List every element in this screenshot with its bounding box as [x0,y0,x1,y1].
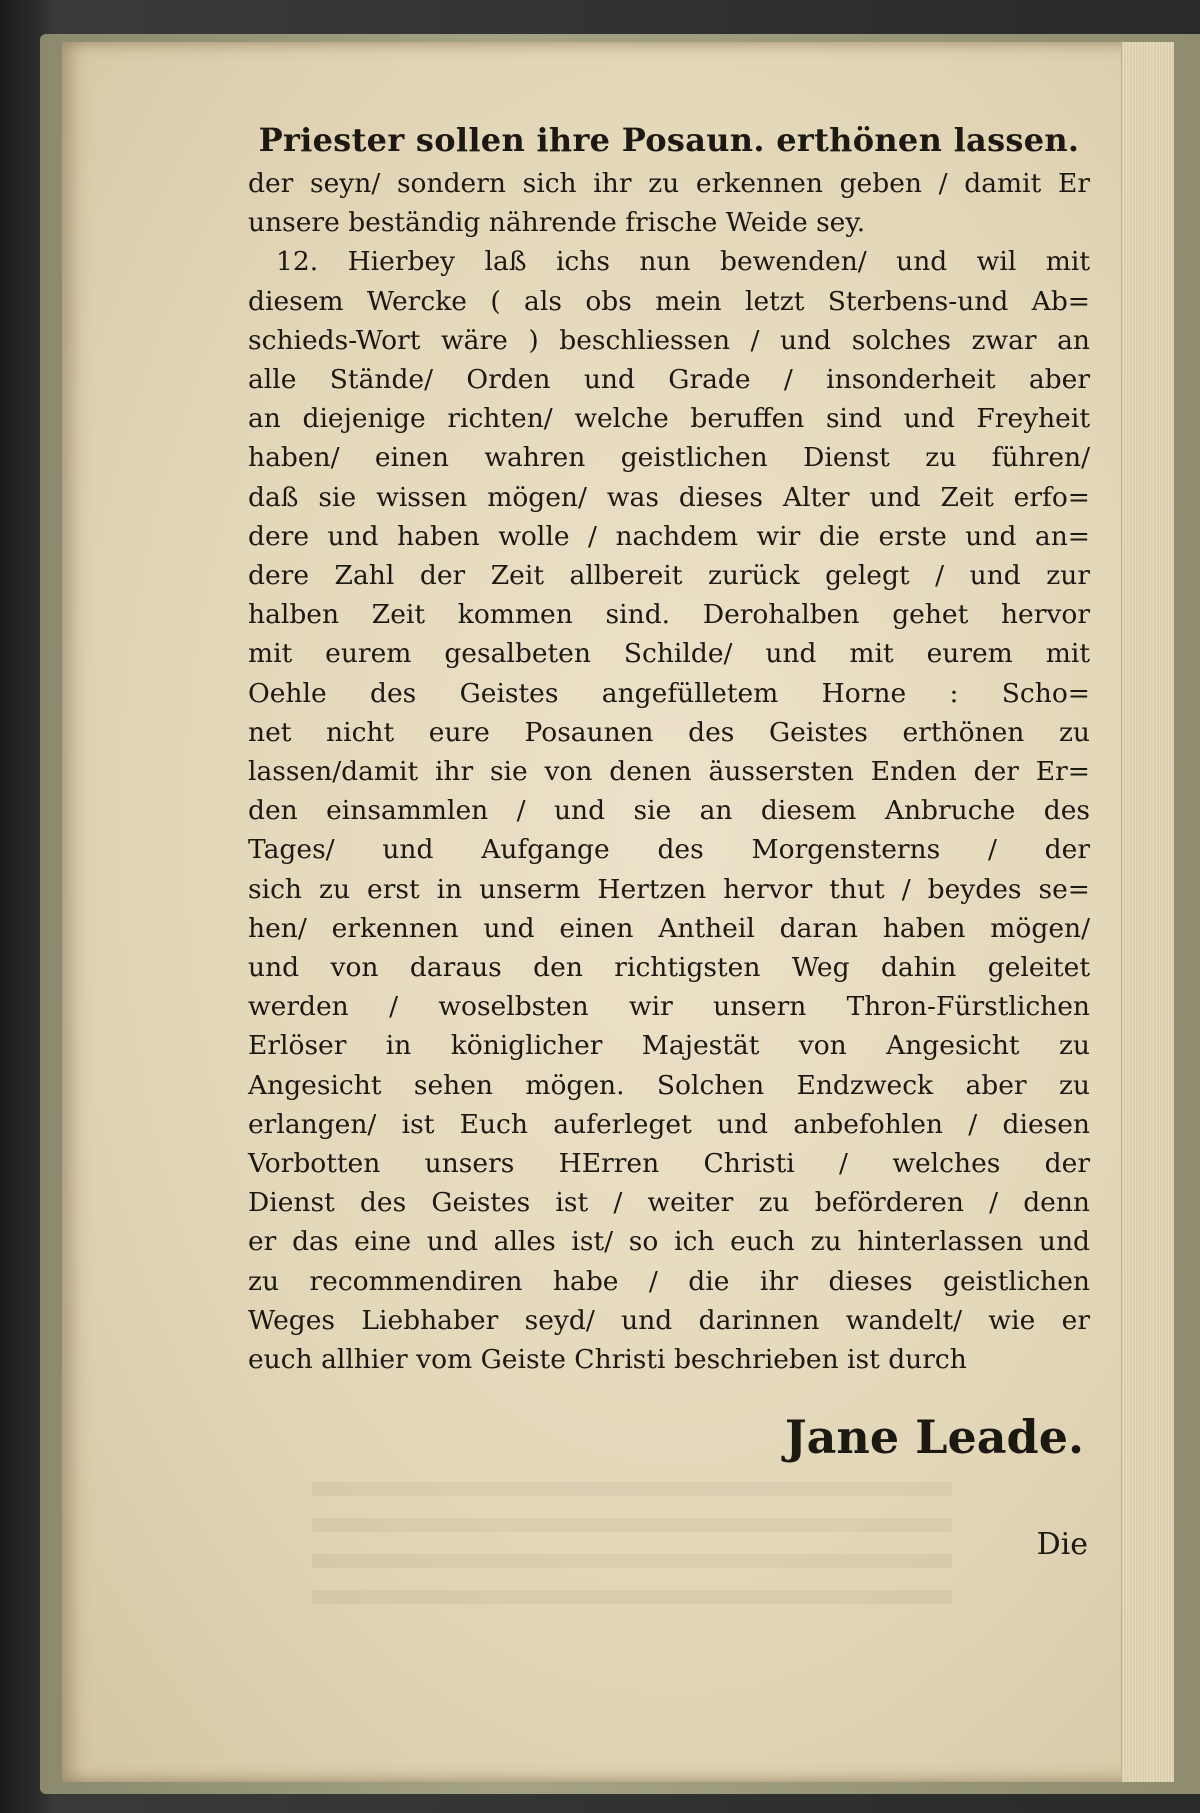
text-line: Dienst des Geistes ist / weiter zu beförderen / denn [248,1187,1090,1219]
text-line: lassen/damit ihr sie von denen äussersten Enden der Er= [248,756,1090,788]
text-line: halben Zeit kommen sind. Derohalben gehet hervor [248,599,1090,631]
text-line: erlangen/ ist Euch auferleget und anbefohlen / diesen [248,1108,1090,1140]
text-line: Erlöser in königlicher Majestät von Angesicht zu [248,1030,1090,1062]
text-line: zu recommendiren habe / die ihr dieses geistlichen [248,1265,1090,1297]
text-line: 12. Hierbey laß ichs nun bewenden/ und wil mit [276,246,1090,278]
text-line: der seyn/ sondern sich ihr zu erkennen geben / damit Er [248,168,1090,199]
catchword: Die [1036,1527,1088,1563]
page-text-block [248,118,1090,1565]
text-line: Tages/ und Aufgange des Morgensterns / der [248,834,1090,866]
text-line: mit eurem gesalbeten Schilde/ und mit eurem mit [248,638,1090,670]
text-line: Angesicht sehen mögen. Solchen Endzweck aber zu [248,1069,1090,1101]
text-line: an diejenige richten/ welche beruffen sind und Freyheit [248,403,1090,435]
page-edges [1121,42,1174,1782]
text-line: Oehle des Geistes angefülletem Horne : Scho= [248,677,1090,709]
text-line: alle Stände/ Orden und Grade / insonderheit aber [248,364,1090,396]
text-line: haben/ einen wahren geistlichen Dienst zu führen/ [248,442,1090,474]
text-line: net nicht eure Posaunen des Geistes erthönen zu [248,716,1090,748]
text-line: er das eine und alles ist/ so ich euch zu hinterlassen und [248,1226,1090,1258]
text-line: sich zu erst in unserm Hertzen hervor thut / beydes se= [248,873,1090,905]
text-line: werden / woselbsten wir unsern Thron-Fürstlichen [248,991,1090,1023]
text-line: schieds-Wort wäre ) beschliessen / und solches zwar an [248,324,1090,356]
text-line: hen/ erkennen und einen Antheil daran haben mögen/ [248,912,1090,944]
text-line: diesem Wercke ( als obs mein letzt Sterbens-und Ab= [248,285,1090,317]
running-head: Priester sollen ihre Posaun. erthönen lassen. [258,121,1080,159]
text-line: dere Zahl der Zeit allbereit zurück gelegt / und zur [248,560,1090,592]
text-line: daß sie wissen mögen/ was dieses Alter und Zeit erfo= [248,481,1090,513]
text-line: dere und haben wolle / nachdem wir die erste und an= [248,520,1090,552]
author-signature: Jane Leade. [784,1410,1084,1465]
text-line: und von daraus den richtigsten Weg dahin geleitet [248,952,1090,984]
text-line: euch allhier vom Geiste Christi beschrieben ist durch [248,1344,967,1376]
text-line: unsere beständig nährende frische Weide sey. [248,207,866,239]
body-text [248,164,1090,1379]
text-line: Weges Liebhaber seyd/ und darinnen wandelt/ wie er [248,1304,1090,1336]
text-line: den einsammlen / und sie an diesem Anbruche des [248,795,1090,827]
text-line: Vorbotten unsers HErren Christi / welches der [248,1148,1090,1180]
